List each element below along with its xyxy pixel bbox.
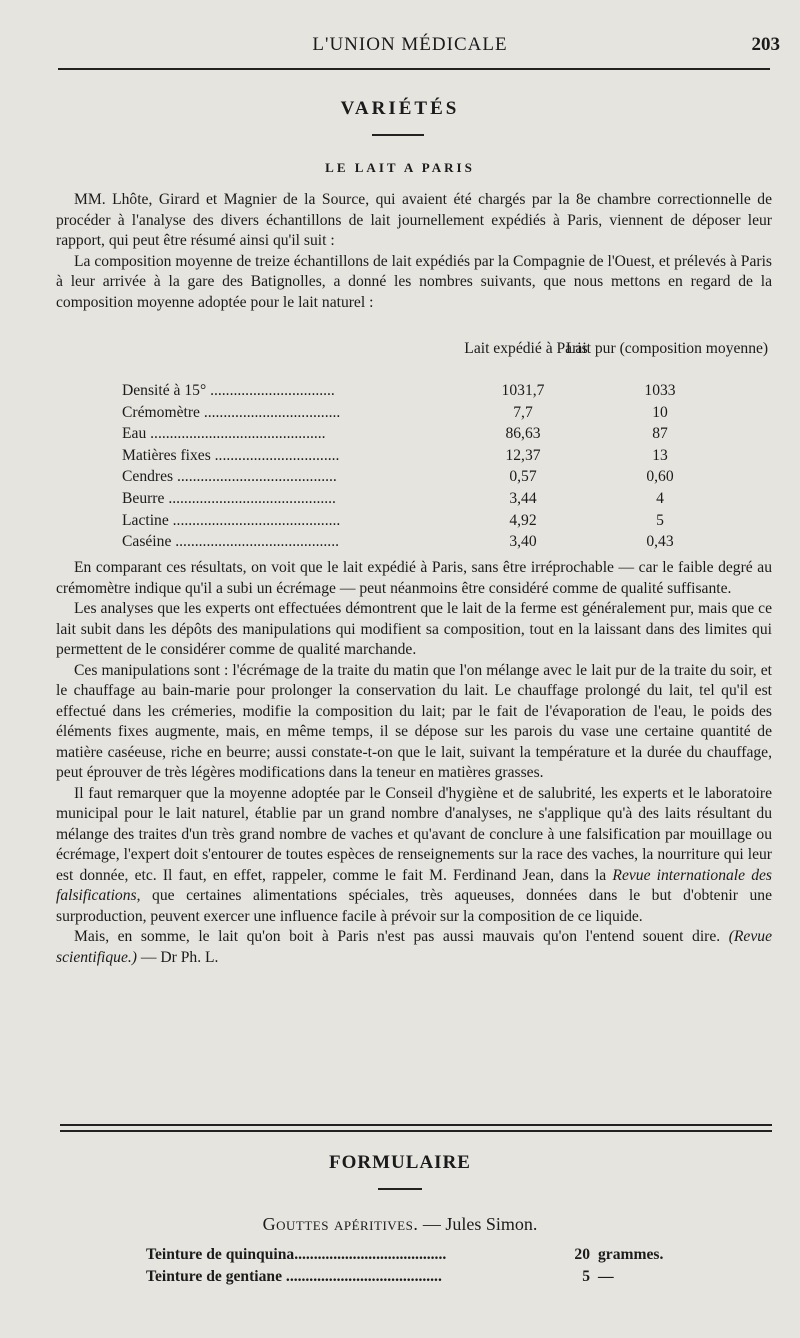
- value-pure: 4: [656, 489, 664, 507]
- row-label: Cendres .........................................: [122, 468, 337, 486]
- paragraph-text-tail: , que certaines alimentations spéciales, très aqueuses, données dans le but d'obtenir une surproduction, peuvent exercer une influence facile à prévoir sur la composition de ce liquide.: [56, 887, 772, 925]
- section-title-varietes: VARIÉTÉS: [340, 98, 460, 119]
- title-rule: [372, 134, 424, 136]
- value-shipped: 0,57: [509, 468, 537, 486]
- row-label: Beurre ...........................................: [122, 489, 336, 507]
- ingredient-name: Teinture de quinquina.......................................: [146, 1246, 447, 1263]
- section-divider: [60, 1124, 772, 1132]
- ingredient-name: Teinture de gentiane ........................................: [146, 1268, 442, 1285]
- value-shipped: 3,40: [509, 533, 537, 551]
- paragraph-text: Il faut remarquer que la moyenne adoptée par le Conseil d'hygiène et de salubrité, les experts et le laboratoire municipal pour le lait naturel, établie par un grand nombre d'analyses, ne s'applique qu'à des laits résultant du mélange des traites d'un très grand nombre de vaches et qu'avant de conclure à une falsification par mouillage ou écrémage, l'expert doit s'entourer de toutes espèces de renseignements sur la race des vaches, la nourriture qui leur est donnée, etc. Il faut, en effet, rappeler, comme le fait M. Ferdinand Jean, dans la: [56, 784, 772, 884]
- value-pure: 10: [652, 403, 668, 421]
- row-label: Matières fixes ................................: [122, 446, 340, 464]
- recipe-author: — Jules Simon.: [418, 1214, 538, 1234]
- ingredient-quantity: 5: [582, 1268, 590, 1285]
- paragraph: La composition moyenne de treize échantillons de lait expédiés par la Compagnie de l'Ouest, et prélevés à Paris à leur arrivée à la gare des Batignolles, a donné les nombres suivants, que nous mettons en regard de la composition moyenne adoptée pour le lait naturel :: [56, 252, 772, 311]
- value-pure: 0,60: [646, 468, 674, 486]
- header-rule: [58, 68, 770, 70]
- table-row: [56, 380, 772, 402]
- paragraph-text: Mais, en somme, le lait qu'on boit à Paris n'est pas aussi mauvais qu'on l'entend souent dire.: [74, 928, 729, 945]
- source-reference: (Revue scientifique.): [56, 928, 772, 966]
- value-pure: 87: [652, 425, 668, 443]
- paragraph: Les analyses que les experts ont effectuées démontrent que le lait de la ferme est généralement pur, mais que ce lait subit dans les dépôts des manipulations qui modifient sa composition, tout en la laissant dans des limites qui permettent de le considérer comme de qualité marchande.: [56, 600, 772, 658]
- table-row: [56, 488, 772, 510]
- row-label: Crémomètre ...................................: [122, 403, 341, 421]
- table-row: [56, 402, 772, 424]
- title-rule: [378, 1188, 422, 1190]
- value-pure: 1033: [644, 382, 676, 399]
- ingredient-unit: grammes.: [598, 1246, 664, 1263]
- row-label: Densité à 15° ................................: [122, 382, 335, 399]
- value-shipped: 12,37: [505, 446, 541, 464]
- table-row: [56, 466, 772, 488]
- row-label: Caséine ..........................................: [122, 533, 339, 551]
- row-label: Eau .............................................: [122, 425, 326, 443]
- article-subtitle: LE LAIT A PARIS: [325, 160, 475, 175]
- page-number: 203: [751, 34, 780, 55]
- table-header: [56, 340, 772, 380]
- journal-reference: Revue internationale des falsifications: [56, 866, 772, 904]
- value-shipped: 3,44: [509, 489, 537, 507]
- journal-title: L'UNION MÉDICALE: [312, 34, 508, 55]
- table-row: [56, 445, 772, 467]
- value-pure: 0,43: [646, 533, 674, 551]
- paragraph: Ces manipulations sont : l'écrémage de la traite du matin que l'on mélange avec le lait pur de la traite du soir, et le chauffage au bain-marie pour prolonger la conservation du lait. Le chauffage prolongé du lait, tel qu'il est effectué dans les crémeries, modifie la composition du lait; par le fait de l'évaporation de l'eau, le poids des éléments fixes augmente, mais, en même temps, il se dépose sur les parois du vase une certaine quantité de matière caséeuse, riche en beurre; aussi constate-t-on que le lait, suivant la température et la durée du chauffage, peut éprouver de très légères modifications dans la teneur en matières grasses.: [56, 661, 772, 781]
- row-label: Lactine ...........................................: [122, 511, 341, 529]
- ingredient-row: [146, 1244, 746, 1266]
- paragraph: [56, 927, 772, 968]
- section-title-formulaire: FORMULAIRE: [329, 1152, 471, 1173]
- author-signature: — Dr Ph. L.: [136, 948, 219, 966]
- paragraph: En comparant ces résultats, on voit que le lait expédié à Paris, sans être irréprochable — car le faible degré au crémomètre indique qu'il a subi un écrémage — peut néanmoins être considéré comme de qualité suffisante.: [56, 559, 772, 597]
- value-shipped: 86,63: [505, 425, 541, 443]
- ingredient-row: [146, 1266, 746, 1288]
- value-shipped: 1031,7: [501, 382, 545, 399]
- running-head: [60, 30, 780, 60]
- recipe-title: [0, 1214, 800, 1235]
- column-header-pure: Lait pur (composition moyenne): [565, 340, 769, 357]
- table-row: [56, 510, 772, 532]
- ingredient-quantity: 20: [574, 1246, 590, 1263]
- ingredient-unit: —: [598, 1268, 614, 1285]
- table-row: [56, 531, 772, 553]
- intro-text: [56, 190, 772, 313]
- value-pure: 5: [656, 511, 664, 529]
- body-text: [56, 558, 772, 968]
- composition-table: [56, 340, 772, 553]
- value-shipped: 7,7: [513, 403, 533, 421]
- value-pure: 13: [652, 446, 668, 464]
- paragraph: [56, 784, 772, 928]
- recipe-name: Gouttes apéritives.: [262, 1214, 419, 1234]
- column-header-shipped: Lait expédié à Paris: [464, 340, 588, 357]
- value-shipped: 4,92: [509, 511, 537, 529]
- paragraph: MM. Lhôte, Girard et Magnier de la Source, qui avaient été chargés par la 8e chambre correctionnelle de procéder à l'analyse des divers échantillons de lait journellement expédiés à Paris, viennent de déposer leur rapport, qui peut être résumé ainsi qu'il suit :: [56, 191, 772, 249]
- table-row: [56, 423, 772, 445]
